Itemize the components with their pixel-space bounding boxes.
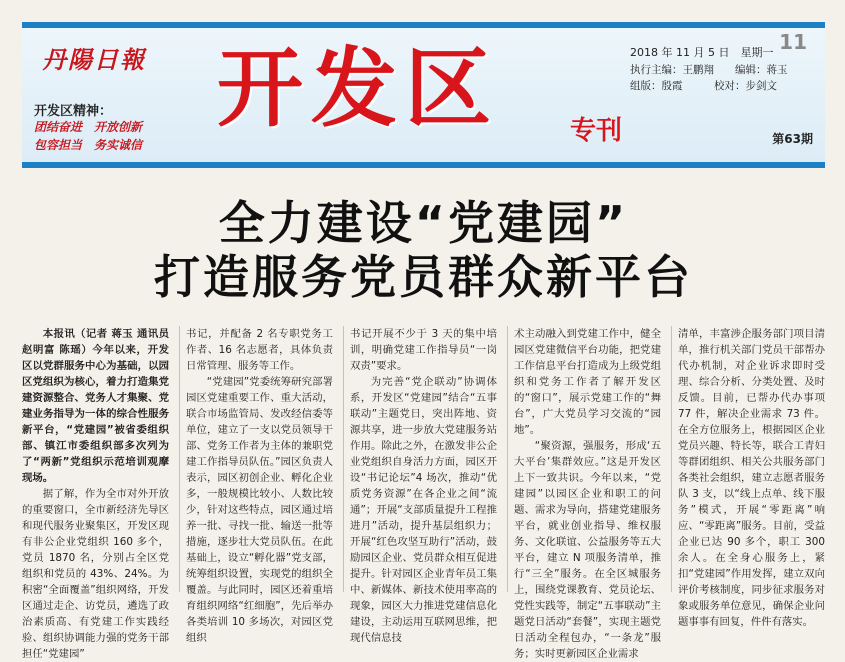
- headline-line-1: 全力建设“党建园”: [218, 196, 629, 250]
- article-paragraph: 据了解，作为全市对外开放的重要窗口，全市新经济先导区和现代服务业聚集区，开发区现有非公企业党组织 160 多个，党员 1870 名，分别占全区党组织和党员的 43%、24%。为积密“全面覆盖”组织网络，开发区通过走企、访党员，遴选了政治素质高、有党建工作实践经验、组织协调能力强的党务干部担任“党建园”: [22, 488, 169, 660]
- article-paragraph: “党建园”党委统筹研究部署园区党建重要工作、重大活动，联合市场监管局、发改经信委等单位，建立了一支以党员领导干部、党务工作者为主体的兼职党建工作指导员队伍。”园区负责人表示，园区初创企业、孵化企业多，一般规模比较小、人数比较少，针对这些特点，园区通过培养一批、寻找一批、输送一批等措施，逐步壮大党员队伍。在此基础上，设立“孵化器”党支部，统筹组织设置，实现党的组织全覆盖。与此同时，园区还着重培育组织网络“红细胞”，先后举办各类培训 10 多场次，对园区党组织: [186, 376, 333, 644]
- article-column-2: [179, 326, 333, 644]
- motto-line-2: 包容担当 务实诚信: [34, 138, 143, 152]
- masthead-top-band: [22, 22, 825, 28]
- article-column-3: [343, 326, 497, 644]
- article-paragraph: 书记开展不少于 3 天的集中培训，明确党建工作指导员“一岗双责”要求。: [350, 328, 497, 372]
- article-body: [22, 326, 825, 660]
- staff-credits-2: 组版：殷霞 校对：步剑文: [630, 80, 777, 92]
- article-paragraph: 术主动融入到党建工作中，健全园区党建微信平台功能，把党建工作信息平台打造成为上级党组织和党务工作者了解开发区的“窗口”，展示党建工作的“舞台”，广大党员学习交流的“园地”。: [514, 328, 661, 436]
- article-column-4: [507, 326, 661, 660]
- dateline: 2018 年 11 月 5 日 星期一: [630, 46, 774, 59]
- section-subtitle: 专刊: [570, 116, 623, 146]
- article-paragraph: 本报讯（记者 蒋玉 通讯员 赵明富 陈瑶）今年以来，开发区以党群服务中心为基础，以园区党组织为核心，着力打造集党建资源整合、党务人才集聚、党建业务指导为一体的综合性服务新平台，“党建园”被省委组织部、镇江市委组织部多次列为了“两新”党组织示范培训观摩现场。: [22, 328, 169, 484]
- article-column-5: [671, 326, 825, 628]
- page-number: 11: [779, 30, 807, 54]
- paper-logo[interactable]: 丹陽日報: [42, 45, 146, 74]
- headline-line-2: 打造服务党员群众新平台: [154, 250, 693, 304]
- article-paragraph: 清单，丰富涉企服务部门项目清单，推行机关部门党员干部帮办代办机制，对企业诉求即时受理、综合分析、分类处置、及时反馈。目前，已帮办代办事项 77 件，解决企业需求 73 件。在全方位服务上，根据园区企业党员兴趣、特长等，联合工青妇等群团组织、相关公共服务部门各类社会组织，建立志愿者服务队 3 支，以“线上点单、线下服务”模式，开展“零距离”响应、“零距离”服务。目前，受益企业已达 90 多个，职工 300 余人。在全身心服务上，紧扣“党建园”作用发挥，建立双向评价考核制度，同步征求服务对象或服务单位意见，确保企业问题事事有回复，件件有落实。: [678, 328, 825, 628]
- article-column-1: [22, 326, 169, 660]
- motto-line-1: 团结奋进 开放创新: [34, 120, 143, 134]
- masthead: [22, 22, 825, 168]
- motto-label: 开发区精神：: [34, 104, 113, 119]
- section-title: 开发区: [217, 39, 499, 139]
- article-paragraph: 书记，并配备 2 名专职党务工作者、16 名志愿者，具体负责日常管理、服务等工作。: [186, 328, 333, 372]
- article-paragraph: “聚资源，强服务，形成‘五大平台’集群效应。”这是开发区上下一致共识。今年以来，“党建园”以园区企业和职工的问题、需求为导向，搭建党建服务平台，就业创业指导、维权服务、文化联谊、公益服务等五大平台，建立 N 项服务清单，推行“三全”服务。在全区城服务上，围绕党课教育、党员论坛、党性实践等，制定“五事联动”主题党日活动“套餐”，实现主题党日活动全程包办，“一条龙”服务；实时更新园区企业需求: [514, 440, 661, 660]
- issue-number: 第63期: [772, 132, 813, 146]
- article-paragraph: 为完善“党企联动”协调体系，开发区“党建园”结合“五事联动”主题党日，突出阵地、资源共享，进一步放大党建服务站作用。除此之外，在激发非公企业党组织自身活力方面，园区开设“书记论坛”4 场次，推动“优质党务资源”在各企业之间“流通”；开展“支部质量提升工程推进月”活动，提升基层组织力；开展“红色攻坚互助行”活动，鼓励园区企业、党员群众相互促进提升。针对园区企业青年员工集中、新媒体、新技术使用率高的现象，园区大力推进党建信息化建设，主动运用互联网思维，把现代信息技: [350, 376, 497, 644]
- article-headline: [22, 196, 825, 304]
- staff-credits-1: 执行主编：王鹏翔 编辑：蒋玉: [630, 64, 788, 76]
